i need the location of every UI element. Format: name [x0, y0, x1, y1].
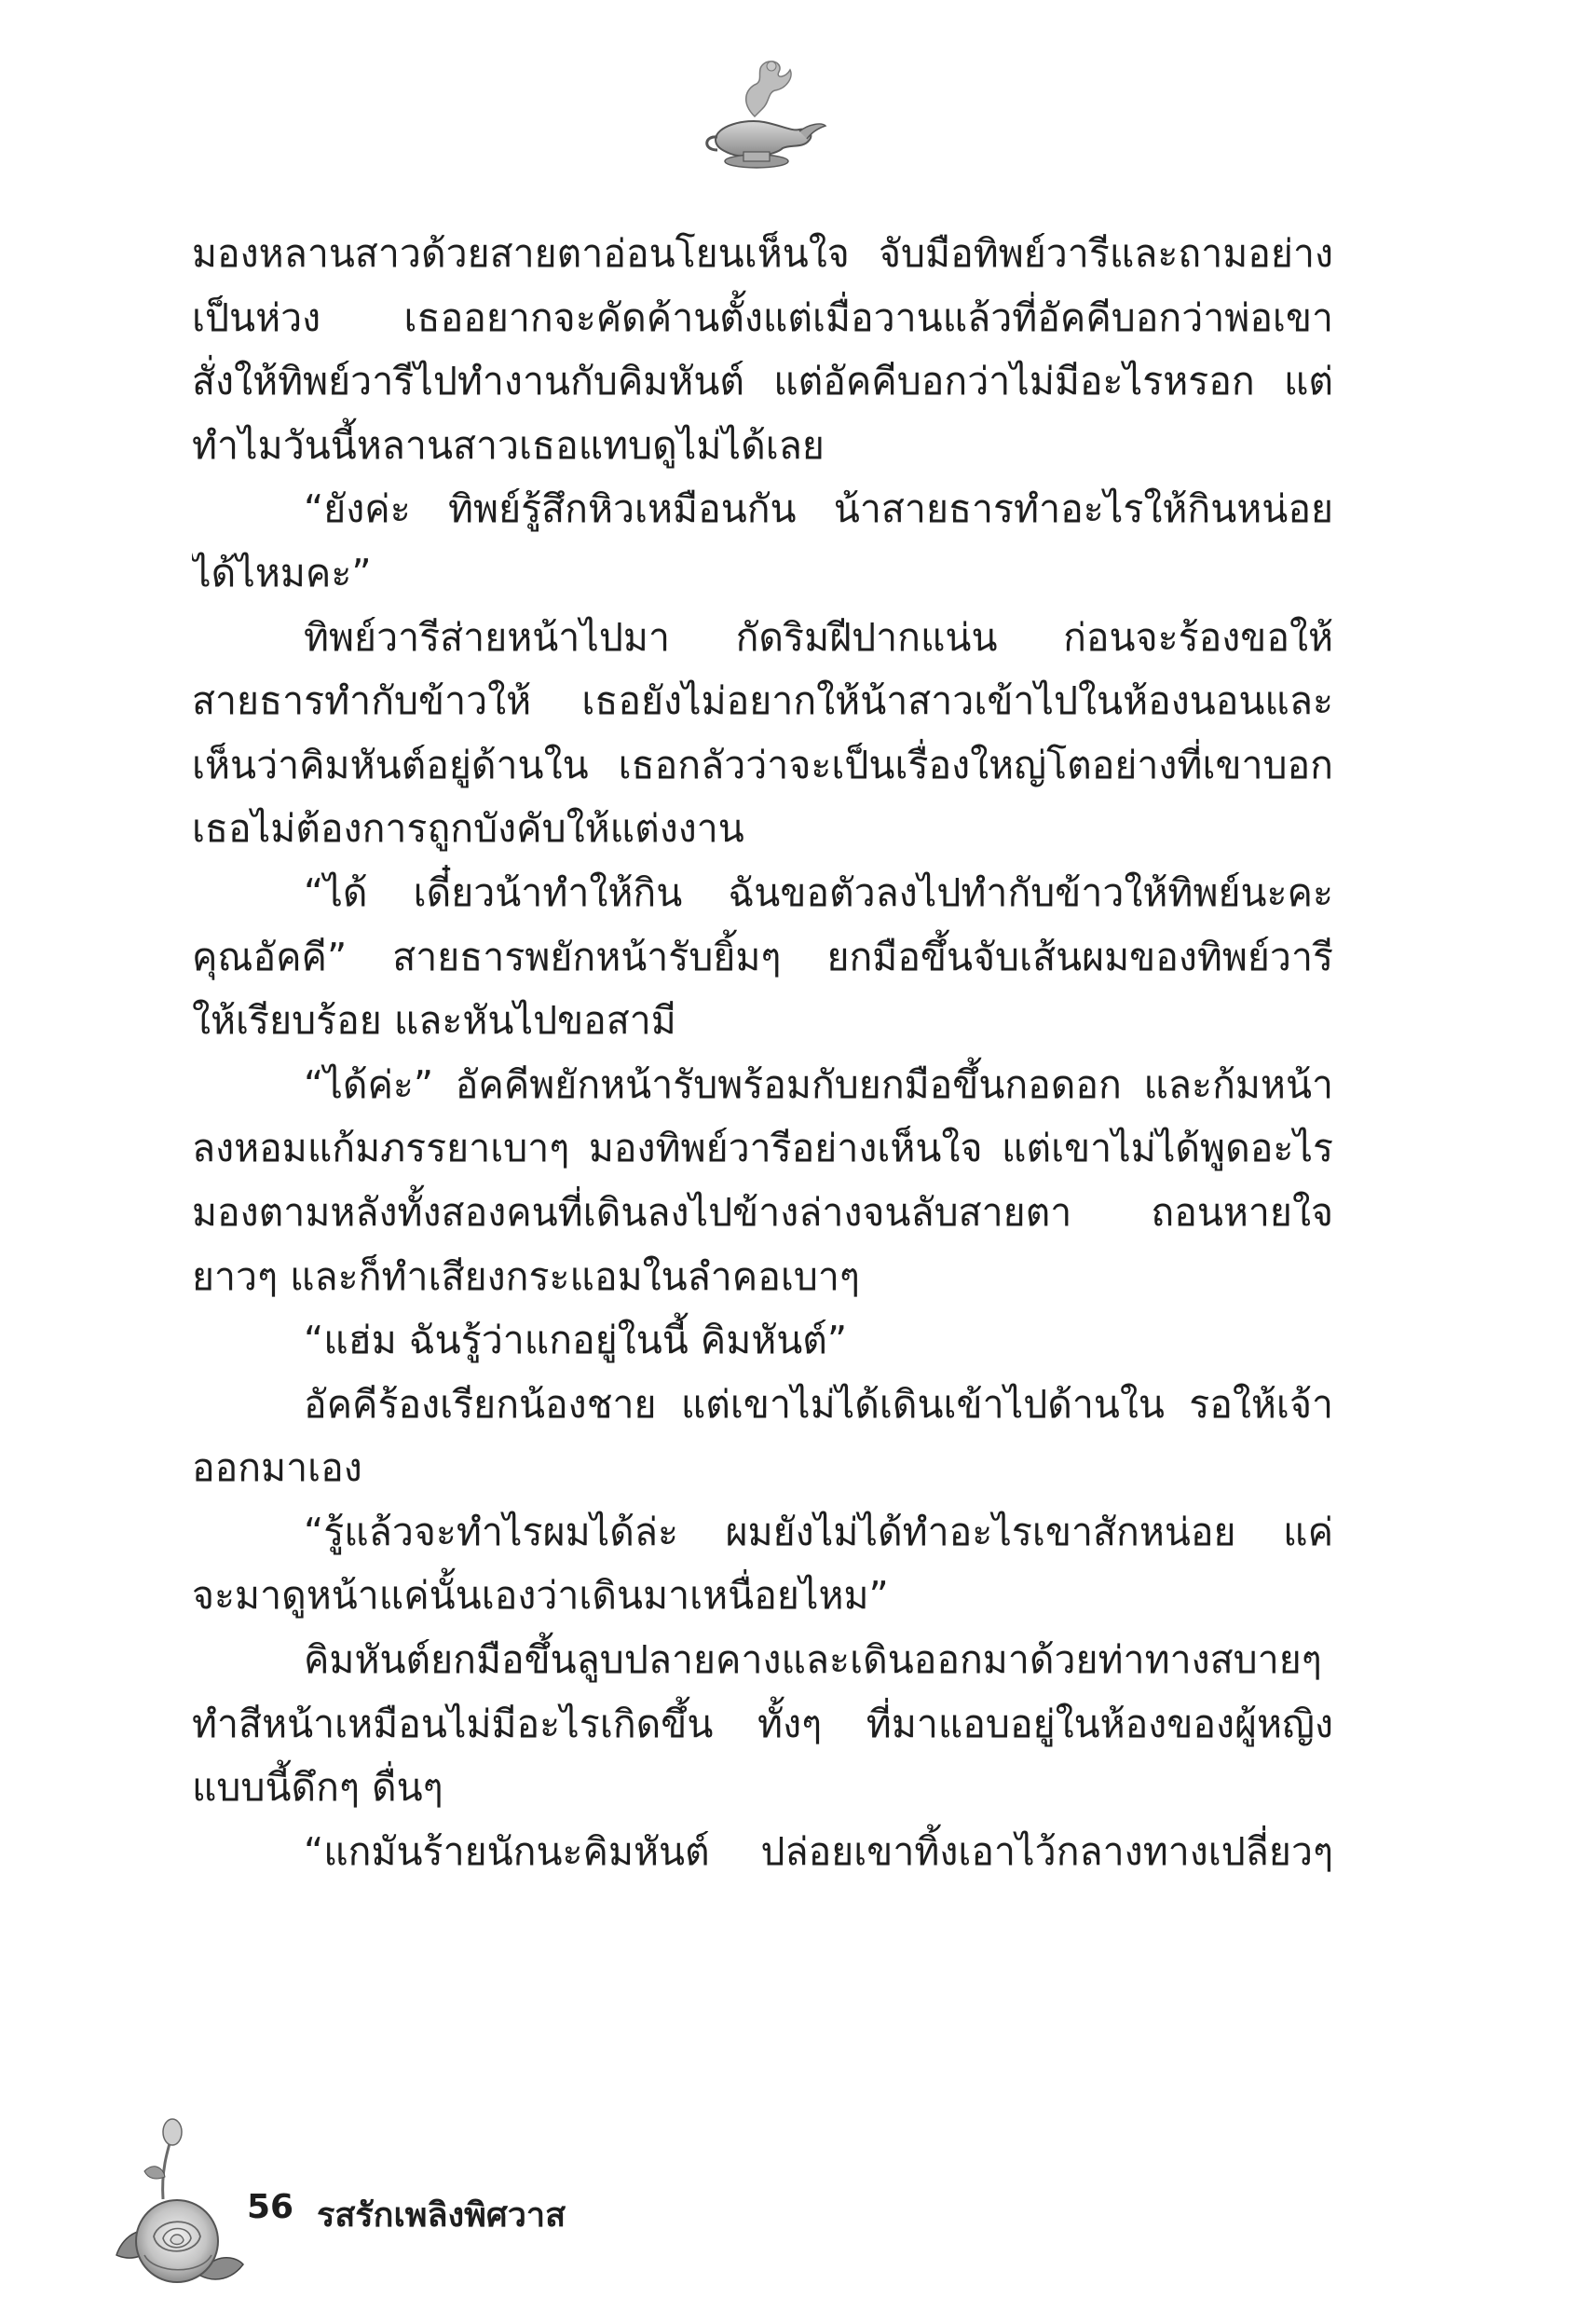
- text-line: เป็นห่วง เธออยากจะคัดค้านตั้งแต่เมื่อวานแล้วที่อัคคีบอกว่าพ่อเขา: [192, 294, 1333, 340]
- text-line: “ได้ เดี๋ยวน้าทำให้กิน ฉันขอตัวลงไปทำกับข้าวให้ทิพย์นะคะ: [304, 869, 1333, 915]
- text-line: จะมาดูหน้าแค่นั้นเองว่าเดินมาเหนื่อยไหม”: [192, 1573, 889, 1619]
- text-line: ออกมาเอง: [192, 1445, 362, 1491]
- text-line: เห็นว่าคิมหันต์อยู่ด้านใน เธอกลัวว่าจะเป็นเรื่องใหญ่โตอย่างที่เขาบอก: [192, 742, 1333, 787]
- text-line: ลงหอมแก้มภรรยาเบาๆ มองทิพย์วารีอย่างเห็นใจ แต่เขาไม่ได้พูดอะไร: [192, 1126, 1333, 1171]
- text-line: คุณอัคคี” สายธารพยักหน้ารับยิ้มๆ ยกมือขึ้นจับเส้นผมของทิพย์วารี: [192, 934, 1333, 979]
- text-line: มองหลานสาวด้วยสายตาอ่อนโยนเห็นใจ จับมือทิพย์วารีและถามอย่าง: [192, 231, 1333, 276]
- text-line: ทิพย์วารีส่ายหน้าไปมา กัดริมฝีปากแน่น ก่อนจะร้องขอให้: [304, 614, 1333, 660]
- book-title: รสรักเพลิงพิศวาส: [317, 2196, 566, 2235]
- text-line: “แกมันร้ายนักนะคิมหันต์ ปล่อยเขาทิ้งเอาไว้กลางทางเปลี่ยวๆ: [304, 1828, 1333, 1874]
- text-line: ได้ไหมคะ”: [192, 550, 372, 595]
- rose-icon: [107, 2115, 247, 2288]
- text-line: ให้เรียบร้อย และหันไปขอสามี: [192, 998, 676, 1044]
- text-line: อัคคีร้องเรียกน้องชาย แต่เขาไม่ได้เดินเข้าไปด้านใน รอให้เจ้า: [304, 1381, 1333, 1427]
- text-line: “รู้แล้วจะทำไรผมได้ล่ะ ผมยังไม่ได้ทำอะไรเขาสักหน่อย แค่: [304, 1509, 1333, 1554]
- text-line: “ได้ค่ะ” อัคคีพยักหน้ารับพร้อมกับยกมือขึ้นกอดอก และก้มหน้า: [304, 1061, 1333, 1107]
- text-line: ทำไมวันนี้หลานสาวเธอแทบดูไม่ได้เลย: [192, 422, 825, 468]
- text-line: สั่งให้ทิพย์วารีไปทำงานกับคิมหันต์ แต่อัคคีบอกว่าไม่มีอะไรหรอก แต่: [192, 359, 1333, 404]
- text-line: “ยังค่ะ ทิพย์รู้สึกหิวเหมือนกัน น้าสายธารทำอะไรให้กินหน่อย: [304, 486, 1333, 532]
- body-text: [192, 222, 1333, 1883]
- text-line: เธอไม่ต้องการถูกบังคับให้แต่งงาน: [192, 806, 744, 852]
- text-line: แบบนี้ดึกๆ ดื่นๆ: [192, 1765, 443, 1811]
- text-line: ยาวๆ และก็ทำเสียงกระแอมในลำคอเบาๆ: [192, 1253, 860, 1299]
- text-line: “แฮ่ม ฉันรู้ว่าแกอยู่ในนี้ คิมหันต์”: [304, 1318, 848, 1363]
- text-line: ทำสีหน้าเหมือนไม่มีอะไรเกิดขึ้น ทั้งๆ ที่มาแอบอยู่ในห้องของผู้หญิง: [192, 1701, 1333, 1746]
- text-line: สายธารทำกับข้าวให้ เธอยังไม่อยากให้น้าสาวเข้าไปในห้องนอนและ: [192, 678, 1333, 724]
- text-line: มองตามหลังทั้งสองคนที่เดินลงไปข้างล่างจนลับสายตา ถอนหายใจ: [192, 1189, 1333, 1235]
- genie-lamp-icon: [689, 51, 829, 177]
- page-number: 56: [247, 2188, 294, 2226]
- text-line: คิมหันต์ยกมือขึ้นลูบปลายคางและเดินออกมาด้วยท่าทางสบายๆ: [304, 1637, 1322, 1683]
